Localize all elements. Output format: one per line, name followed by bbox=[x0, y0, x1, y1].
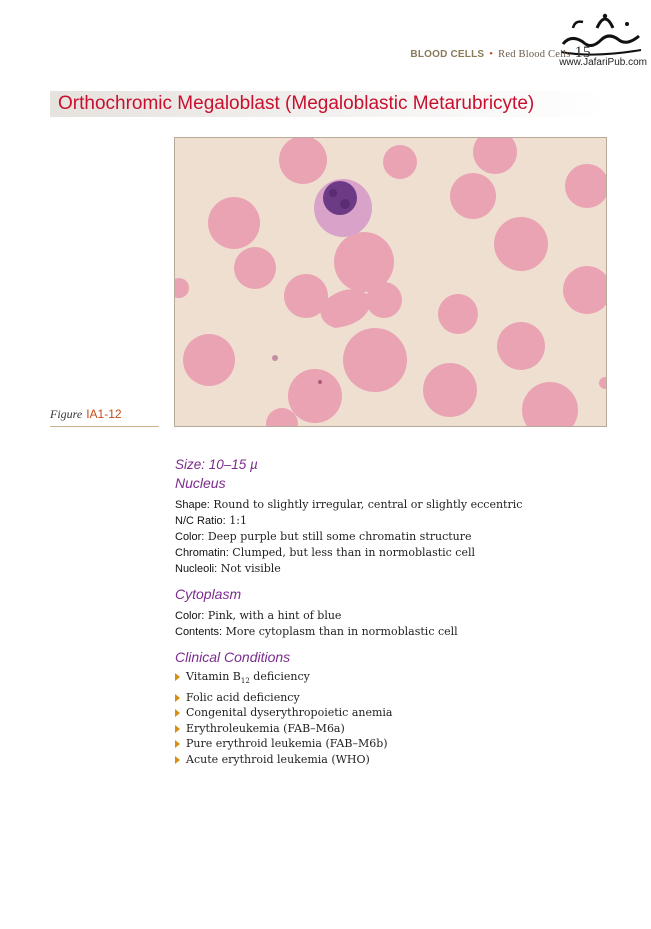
rbc bbox=[383, 145, 417, 179]
row-label: N/C Ratio: bbox=[175, 515, 226, 527]
row-label: Color: bbox=[175, 531, 205, 543]
rbc bbox=[279, 138, 327, 184]
row-value: Not visible bbox=[220, 562, 281, 575]
size-label: Size: 10–15 µ bbox=[175, 457, 258, 472]
nucleus-row bbox=[175, 513, 605, 529]
list-item bbox=[175, 752, 605, 768]
chromatin-clump bbox=[329, 189, 337, 197]
list-item bbox=[175, 690, 605, 706]
bullet-icon bbox=[175, 725, 180, 733]
micrograph-svg bbox=[175, 138, 607, 427]
bullet-icon bbox=[175, 709, 180, 717]
list-item bbox=[175, 736, 605, 752]
header-dot: • bbox=[489, 49, 494, 60]
page-title: Orthochromic Megaloblast (Megaloblastic Metarubricyte) bbox=[58, 93, 535, 114]
item-text: Pure erythroid leukemia (FAB–M6b) bbox=[186, 737, 388, 751]
bullet-icon bbox=[175, 673, 180, 681]
figure-label bbox=[50, 407, 122, 422]
row-value: Deep purple but still some chromatin structure bbox=[207, 530, 472, 543]
list-item bbox=[175, 669, 605, 690]
platelet bbox=[272, 355, 278, 361]
nucleus-heading: Nucleus bbox=[175, 475, 226, 491]
rbc bbox=[288, 369, 342, 423]
bullet-icon bbox=[175, 694, 180, 702]
figure-number: IA1-12 bbox=[86, 407, 122, 421]
nucleus-row bbox=[175, 497, 605, 513]
running-header bbox=[410, 44, 591, 62]
figure-rule bbox=[50, 426, 159, 427]
rbc bbox=[343, 328, 407, 392]
rbc bbox=[208, 197, 260, 249]
rbc bbox=[450, 173, 496, 219]
row-label: Contents: bbox=[175, 626, 223, 638]
row-value: 1:1 bbox=[229, 514, 247, 527]
bullet-icon bbox=[175, 740, 180, 748]
header-subsection: Red Blood Cells bbox=[498, 49, 571, 60]
row-label: Chromatin: bbox=[175, 547, 229, 559]
item-text: Acute erythroid leukemia (WHO) bbox=[186, 752, 370, 766]
rbc bbox=[494, 217, 548, 271]
row-value: More cytoplasm than in normoblastic cell bbox=[225, 625, 458, 638]
rbc bbox=[234, 247, 276, 289]
row-label: Color: bbox=[175, 610, 205, 622]
rbc bbox=[565, 164, 607, 208]
item-text: Vitamin B bbox=[186, 670, 241, 683]
rbc bbox=[183, 334, 235, 386]
bullet-icon bbox=[175, 756, 180, 764]
megaloblast-nucleus bbox=[323, 181, 357, 215]
nucleus-row bbox=[175, 545, 605, 561]
row-label: Nucleoli: bbox=[175, 563, 218, 575]
nucleus-row bbox=[175, 529, 605, 545]
row-value: Pink, with a hint of blue bbox=[207, 609, 342, 622]
clinical-heading: Clinical Conditions bbox=[175, 649, 291, 665]
row-label: Shape: bbox=[175, 499, 210, 511]
cytoplasm-rows bbox=[175, 608, 605, 640]
cytoplasm-row bbox=[175, 624, 605, 640]
logo-url: www.JafariPub.com bbox=[559, 57, 647, 68]
cytoplasm-heading: Cytoplasm bbox=[175, 586, 242, 602]
item-text: Erythroleukemia (FAB–M6a) bbox=[186, 721, 345, 735]
figure-word: Figure bbox=[50, 407, 83, 421]
list-item bbox=[175, 721, 605, 737]
description-content bbox=[175, 455, 605, 767]
header-section: BLOOD CELLS bbox=[410, 49, 485, 60]
page-number: 15 bbox=[574, 44, 591, 61]
item-subscript: 12 bbox=[240, 677, 250, 686]
item-text: Congenital dyserythropoietic anemia bbox=[186, 706, 393, 720]
clinical-list bbox=[175, 669, 605, 767]
micrograph-image bbox=[174, 137, 607, 427]
rbc bbox=[423, 363, 477, 417]
nucleus-row bbox=[175, 561, 605, 577]
chromatin-clump bbox=[340, 199, 350, 209]
row-value: Clumped, but less than in normoblastic cell bbox=[232, 546, 476, 559]
row-value: Round to slightly irregular, central or slightly eccentric bbox=[213, 498, 523, 511]
nucleus-rows bbox=[175, 497, 605, 577]
platelet bbox=[318, 380, 322, 384]
item-text: Folic acid deficiency bbox=[186, 690, 300, 704]
item-text-post: deficiency bbox=[249, 670, 310, 683]
rbc bbox=[438, 294, 478, 334]
cytoplasm-row bbox=[175, 608, 605, 624]
list-item bbox=[175, 705, 605, 721]
rbc bbox=[497, 322, 545, 370]
